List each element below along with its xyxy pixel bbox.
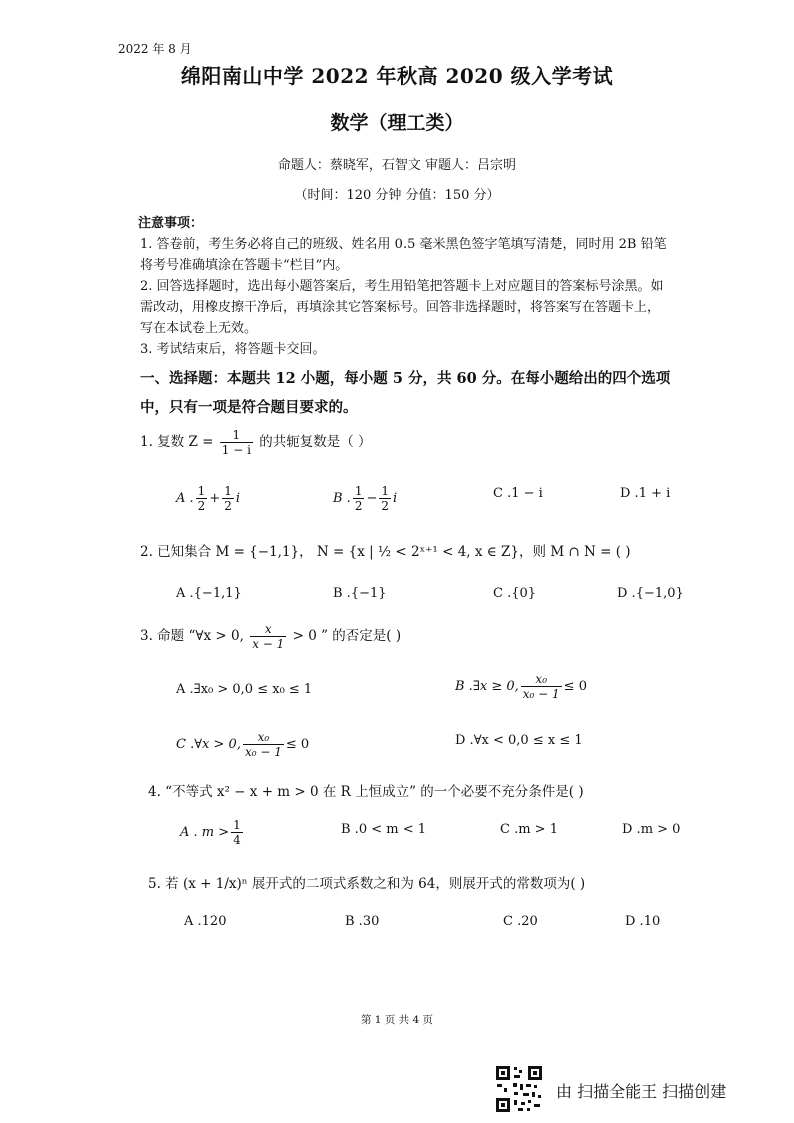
note-item: 1. 答卷前，考生务必将自己的班级、姓名用 0.5 毫米黑色签字笔填写清楚，同时用 2B 铅笔将考号准确填涂在答题卡“栏目”内。 xyxy=(140,237,667,273)
question-3-fraction: $\frac{x}{x - 1}$ xyxy=(252,622,285,651)
q4-option-d: D .m > 0 xyxy=(622,822,681,837)
notes-title: 注意事项： xyxy=(138,216,204,231)
note-item: 3. 考试结束后，将答题卡交回。 xyxy=(140,342,326,357)
q2-option-a: A .{−1,1} xyxy=(176,586,242,601)
q2-option-b: B .{−1} xyxy=(333,586,387,601)
exam-authors: 命题人：蔡晓军，石智文 审题人：吕宗明 xyxy=(277,158,517,173)
qr-code-icon xyxy=(494,1064,544,1114)
question-2: 2. 已知集合 M = {−1,1}， N = {x | ½ < 2ˣ⁺¹ < 4, x ∈ Z}，则 M ∩ N = ( ) xyxy=(140,544,631,560)
question-5: 5. 若 (x + 1/x)ⁿ 展开式的二项式系数之和为 64，则展开式的常数项为( ) xyxy=(148,876,586,892)
q3-option-b: B .∃x ≥ 0, $\frac{\text{x₀}}{\text{x₀ − 1}}$ ≤ 0 xyxy=(455,672,587,701)
question-1-suffix: 的共轭复数是（ ） xyxy=(259,434,372,450)
page-number: 第 1 页 共 4 页 xyxy=(360,1014,434,1026)
question-4: 4. “不等式 x² − x + m > 0 在 R 上恒成立” 的一个必要不充分条件是( ) xyxy=(148,784,584,800)
question-1-fraction: $\frac{1}{1 - i}$ xyxy=(221,428,251,457)
q4-option-b: B .0 < m < 1 xyxy=(341,822,427,837)
q4-option-a: A . m > $\frac{1}{4}$ xyxy=(180,818,241,847)
question-3: 3. 命题 “∀x > 0, $\frac{x}{x - 1}$ > 0 ” 的否定是( ) xyxy=(140,622,402,651)
q1-option-a: A . $\frac{1}{2}$ + $\frac{1}{2}$ i xyxy=(176,484,241,513)
question-1-prefix: 1. 复数 Z = xyxy=(140,434,214,450)
q3-option-d: D .∀x < 0,0 ≤ x ≤ 1 xyxy=(455,733,583,748)
q1-option-b: B . $\frac{1}{2}$ − $\frac{1}{2}$ i xyxy=(333,484,398,513)
q1-option-d: D .1 + i xyxy=(620,486,671,501)
exam-time-info: （时间：120 分钟 分值：150 分） xyxy=(294,188,500,203)
q2-option-d: D .{−1,0} xyxy=(617,586,684,601)
exam-subtitle: 数学（理工类） xyxy=(330,112,464,134)
scanner-watermark: 由 扫描全能王 扫描创建 xyxy=(556,1082,727,1101)
q5-option-b: B .30 xyxy=(345,914,380,929)
q4-option-c: C .m > 1 xyxy=(500,822,558,837)
q5-option-d: D .10 xyxy=(625,914,661,929)
q5-option-a: A .120 xyxy=(184,914,227,929)
note-item: 2. 回答选择题时，选出每小题答案后，考生用铅笔把答题卡上对应题目的答案标号涂黑。如需改动，用橡皮擦干净后，再填涂其它答案标号。回答非选择题时，将答案写在答题卡上，写在本试卷上无效。 xyxy=(140,279,664,336)
q1-option-c: C .1 − i xyxy=(493,486,543,501)
section-heading: 一、选择题：本题共 12 小题，每小题 5 分，共 60 分。在每小题给出的四个选项中，只有一项是符合题目要求的。 xyxy=(140,370,671,416)
exam-title: 绵阳南山中学 2022 年秋高 2020 级入学考试 xyxy=(180,64,614,88)
question-1 xyxy=(140,428,372,457)
q3-option-c: C .∀x > 0, $\frac{\text{x₀}}{\text{x₀ − 1}}$ ≤ 0 xyxy=(176,730,310,759)
q3-option-a: A .∃x₀ > 0,0 ≤ x₀ ≤ 1 xyxy=(176,682,313,697)
q2-option-c: C .{0} xyxy=(493,586,537,601)
date-label: 2022 年 8 月 xyxy=(118,42,192,56)
q5-option-c: C .20 xyxy=(503,914,538,929)
